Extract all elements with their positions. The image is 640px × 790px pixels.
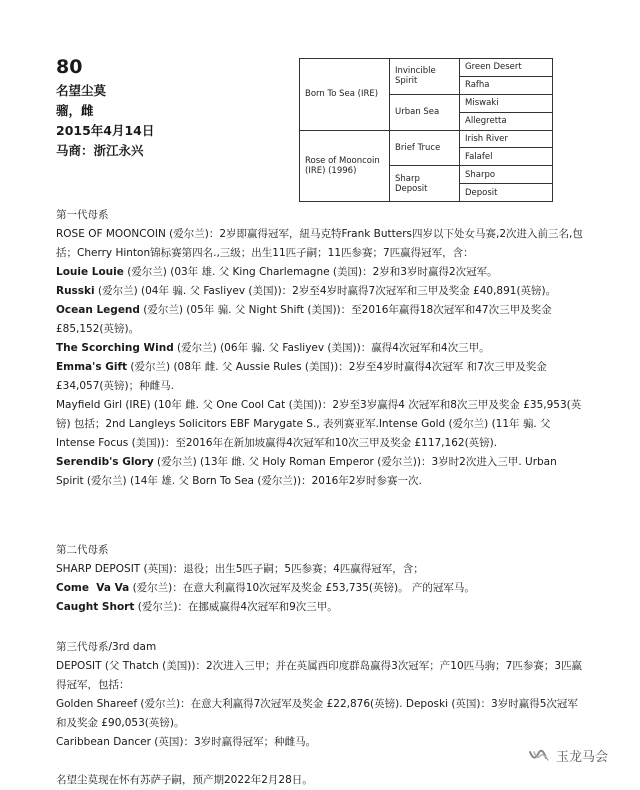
third-dam-intro: DEPOSIT (父 Thatch (美国))：2次进入三甲；并在英属西印度群岛赢得3次冠军；产10匹马驹；7匹参赛；3匹赢得冠军，包括： [56, 660, 583, 691]
foaling-date: 2015年4月14日 [56, 123, 155, 138]
progeny-name: Ocean Legend [56, 304, 140, 316]
footer-note: 名望尘莫现在怀有苏萨子嗣，预产期2022年2月28日。 [56, 774, 313, 786]
pedigree-sire: Born To Sea (IRE) [300, 59, 390, 131]
progeny-entry: Louie Louie (爱尔兰) (03年 雄. 父 King Charlemagne (美国)：2岁和3岁时赢得2次冠军。 [56, 266, 498, 278]
pedigree-notes [56, 206, 586, 790]
progeny-entry: Golden Shareef (爱尔兰)：在意大利赢得7次冠军及奖金 £22,876(英镑). Deposki (英国)：3岁时赢得5次冠军和及奖金 £90,053(英镑)。 [56, 698, 578, 729]
progeny-entry: Caribbean Dancer (英国)：3岁时赢得冠军；种雌马。 [56, 736, 317, 748]
pedigree-gen3-cell: Miswaki [460, 94, 553, 112]
pedigree-dam: Rose of Mooncoin (IRE) (1996) [300, 130, 390, 202]
pedigree-gen3-cell: Sharpo [460, 166, 553, 184]
horse-sex: 骝，雌 [56, 103, 94, 118]
consignor: 马商：浙江永兴 [56, 143, 144, 158]
progeny-name: Russki [56, 285, 95, 297]
progeny-name: Caught Short [56, 601, 135, 613]
lot-number: 80 [56, 56, 83, 78]
pedigree-gen3-cell: Irish River [460, 130, 553, 148]
lot-header [56, 56, 154, 161]
first-dam-heading: 第一代母系 [56, 209, 109, 221]
pedigree-table [299, 58, 553, 202]
progeny-name: The Scorching Wind [56, 342, 174, 354]
pedigree-gen3-cell: Green Desert [460, 59, 553, 77]
progeny-name: Louie Louie [56, 266, 124, 278]
pedigree-sire-dam: Urban Sea [390, 94, 460, 130]
pedigree-gen3-cell: Falafel [460, 148, 553, 166]
progeny-name: Emma's Gift [56, 361, 128, 373]
wechat-channel-icon [528, 748, 550, 764]
pedigree-gen3-cell: Allegretta [460, 112, 553, 130]
progeny-entry: Come Va Va (爱尔兰)：在意大利赢得10次冠军及奖金 £53,735(英镑)。 产的冠军马。 [56, 582, 475, 594]
second-dam-intro: SHARP DEPOSIT (英国)：退役；出生5匹子嗣；5匹参赛；4匹赢得冠军，含； [56, 563, 424, 575]
watermark-text: 玉龙马会 [556, 750, 609, 765]
third-dam-heading: 第三代母系/3rd dam [56, 641, 157, 653]
pedigree-gen3-cell: Rafha [460, 76, 553, 94]
pedigree-dam-sire: Brief Truce [390, 130, 460, 166]
progeny-entry: Russki (爱尔兰) (04年 骟. 父 Fasliyev (美国))：2岁至4岁时赢得7次冠军和三甲及奖金 £40,891(英镑)。 [56, 285, 557, 297]
pedigree-gen3-cell: Deposit [460, 184, 553, 202]
horse-name: 名望尘莫 [56, 83, 107, 98]
watermark [528, 746, 608, 765]
progeny-entry: Caught Short (爱尔兰)：在挪威赢得4次冠军和9次三甲。 [56, 601, 338, 613]
progeny-entry: The Scorching Wind (爱尔兰) (06年 骟. 父 Fasliyev (美国))：赢得4次冠军和4次三甲。 [56, 342, 490, 354]
progeny-name: Come Va Va [56, 582, 130, 594]
progeny-entry: Emma's Gift (爱尔兰) (08年 雌. 父 Aussie Rules (美国))：2岁至4岁时赢得4次冠军 和7次三甲及奖金£34,057(英镑)；种雌马. [56, 361, 547, 392]
pedigree-dam-dam: Sharp Deposit [390, 166, 460, 202]
progeny-name: Serendib's Glory [56, 456, 154, 468]
progeny-entry: Mayfield Girl (IRE) (10年 雌. 父 One Cool Cat (美国))：2岁至3岁赢得4 次冠军和8次三甲及奖金 £35,953(英镑) 包括；2nd Langleys Solicitors EBF Marygate S., 表列赛亚军.Intense Gold (爱尔兰) (11年 骟. 父 Intense Focus (美国))：至2016年在新加坡赢得4次冠军和10次三甲及奖金 £117,162(英镑). [56, 399, 582, 449]
first-dam-intro: ROSE OF MOONCOIN (爱尔兰)：2岁即赢得冠军，紐马克特Frank Butters四岁以下处女马赛,2次进入前三名,包括；Cherry Hinton锦标赛第四名.,三级；出生11匹子嗣；11匹参赛；7匹赢得冠军，含： [56, 228, 583, 259]
pedigree-sire-sire: Invincible Spirit [390, 59, 460, 95]
second-dam-heading: 第二代母系 [56, 544, 109, 556]
progeny-entry: Ocean Legend (爱尔兰) (05年 骟. 父 Night Shift (美国))：至2016年赢得18次冠军和47次三甲及奖金£85,152(英镑)。 [56, 304, 552, 335]
progeny-entry: Serendib's Glory (爱尔兰) (13年 雌. 父 Holy Roman Emperor (爱尔兰))：3岁时2次进入三甲. Urban Spirit (爱尔兰) (14年 雄. 父 Born To Sea (爱尔兰))：2016年2岁时参赛一次. [56, 456, 557, 487]
